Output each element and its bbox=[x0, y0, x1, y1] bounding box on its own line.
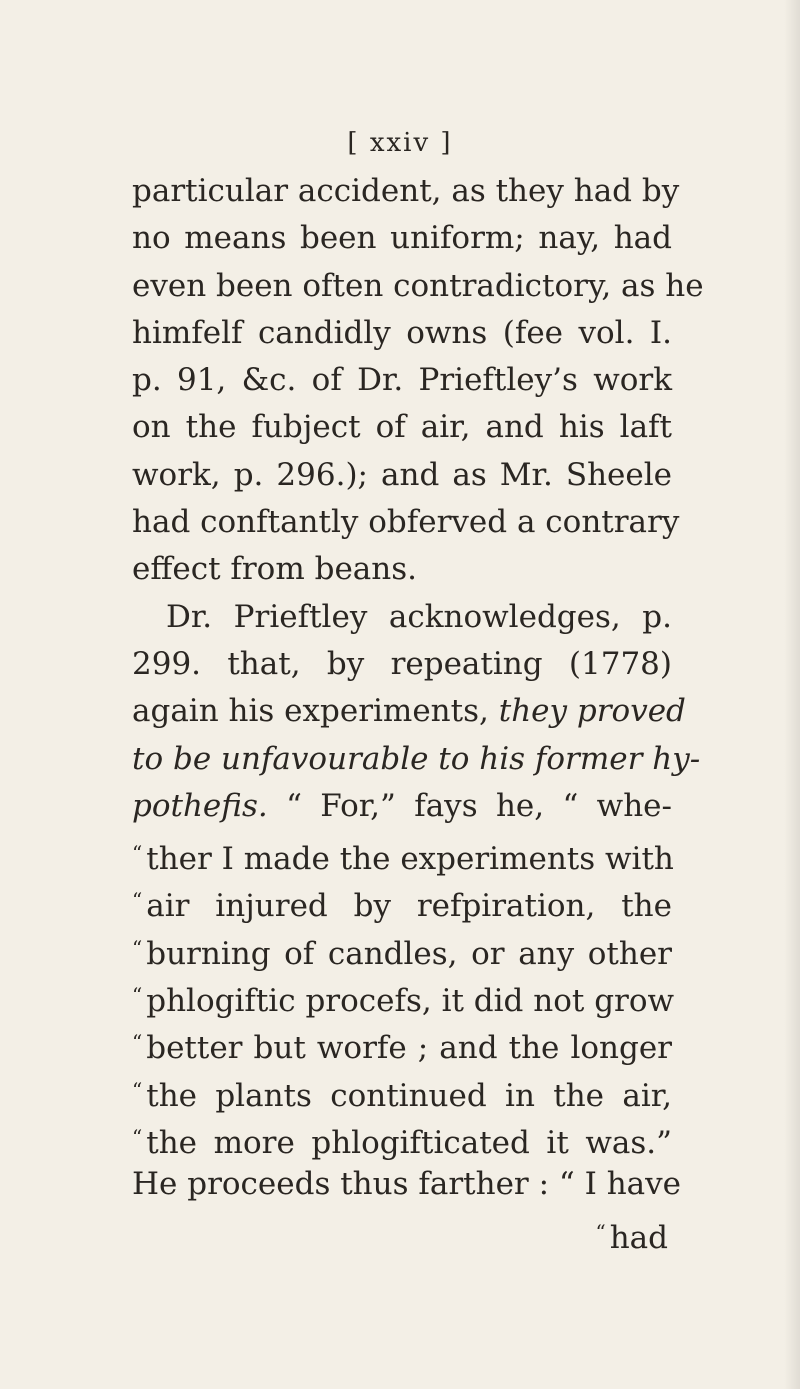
text-line-14-italic: pothefis. bbox=[132, 787, 268, 824]
text-line-15-text: ther I made the experiments with bbox=[146, 841, 674, 878]
text-line-8: had conftantly obferved a contrary bbox=[132, 504, 680, 541]
quote-mark: “ bbox=[132, 1030, 143, 1055]
text-line-16 bbox=[132, 877, 672, 924]
text-line-20 bbox=[132, 1067, 672, 1114]
text-line-18 bbox=[132, 972, 675, 1020]
text-line-19 bbox=[132, 1019, 672, 1066]
text-line-18-text: phlogiftic procefs, it did not grow bbox=[146, 983, 675, 1020]
text-line-10: Dr. Prieftley acknowledges, p. bbox=[166, 598, 672, 635]
text-line-3: even been often contradictory, as he bbox=[132, 267, 704, 304]
text-line-13: to be unfavourable to his former hy- bbox=[132, 740, 701, 777]
text-line-17-text: burning of candles, or any other bbox=[146, 935, 672, 972]
quote-mark: “ bbox=[132, 935, 143, 960]
page-header: [ xxiv ] bbox=[347, 128, 453, 158]
page-edge-shadow bbox=[784, 0, 800, 1389]
text-line-16-text: air injured by refpiration, the bbox=[146, 888, 672, 925]
quote-mark: “ bbox=[595, 1219, 606, 1244]
body-text bbox=[132, 168, 704, 1256]
text-line-1: particular accident, as they had by bbox=[132, 173, 680, 209]
catchword-text: had bbox=[609, 1219, 668, 1256]
text-line-15 bbox=[132, 830, 672, 877]
text-line-7: work, p. 296.); and as Mr. Sheele bbox=[132, 456, 672, 493]
quote-mark: “ bbox=[132, 1124, 143, 1149]
quote-mark: “ bbox=[132, 888, 143, 913]
text-line-4: himfelf candidly owns (fee vol. I. bbox=[132, 314, 672, 351]
quote-mark: “ bbox=[132, 841, 143, 866]
text-line-5: p. 91, &c. of Dr. Prieftley’s work bbox=[132, 362, 672, 399]
text-line-9: effect from beans. bbox=[132, 551, 417, 588]
text-line-6: on the fubject of air, and his laft bbox=[132, 409, 672, 446]
text-line-12 bbox=[132, 688, 686, 735]
text-line-21-text: the more phlogifticated it was.” bbox=[146, 1124, 672, 1161]
text-line-14-roman: “ For,” fays he, “ whe- bbox=[286, 787, 672, 824]
text-line-11: 299. that, by repeating (1778) bbox=[132, 645, 672, 682]
text-line-12-roman: again his experiments, bbox=[132, 693, 489, 730]
text-line-22: He proceeds thus farther : “ I have bbox=[132, 1166, 681, 1203]
catchword bbox=[132, 1209, 672, 1256]
text-line-17 bbox=[132, 925, 672, 972]
text-line-12-italic: they proved bbox=[498, 693, 686, 730]
text-line-20-text: the plants continued in the air, bbox=[146, 1077, 672, 1114]
text-line-2: no means been uniform; nay, had bbox=[132, 220, 672, 257]
text-line-14 bbox=[132, 783, 672, 830]
quote-mark: “ bbox=[132, 1077, 143, 1102]
quote-mark: “ bbox=[132, 983, 143, 1008]
text-line-19-text: better but worfe ; and the longer bbox=[146, 1030, 672, 1067]
text-line-21 bbox=[132, 1114, 672, 1161]
